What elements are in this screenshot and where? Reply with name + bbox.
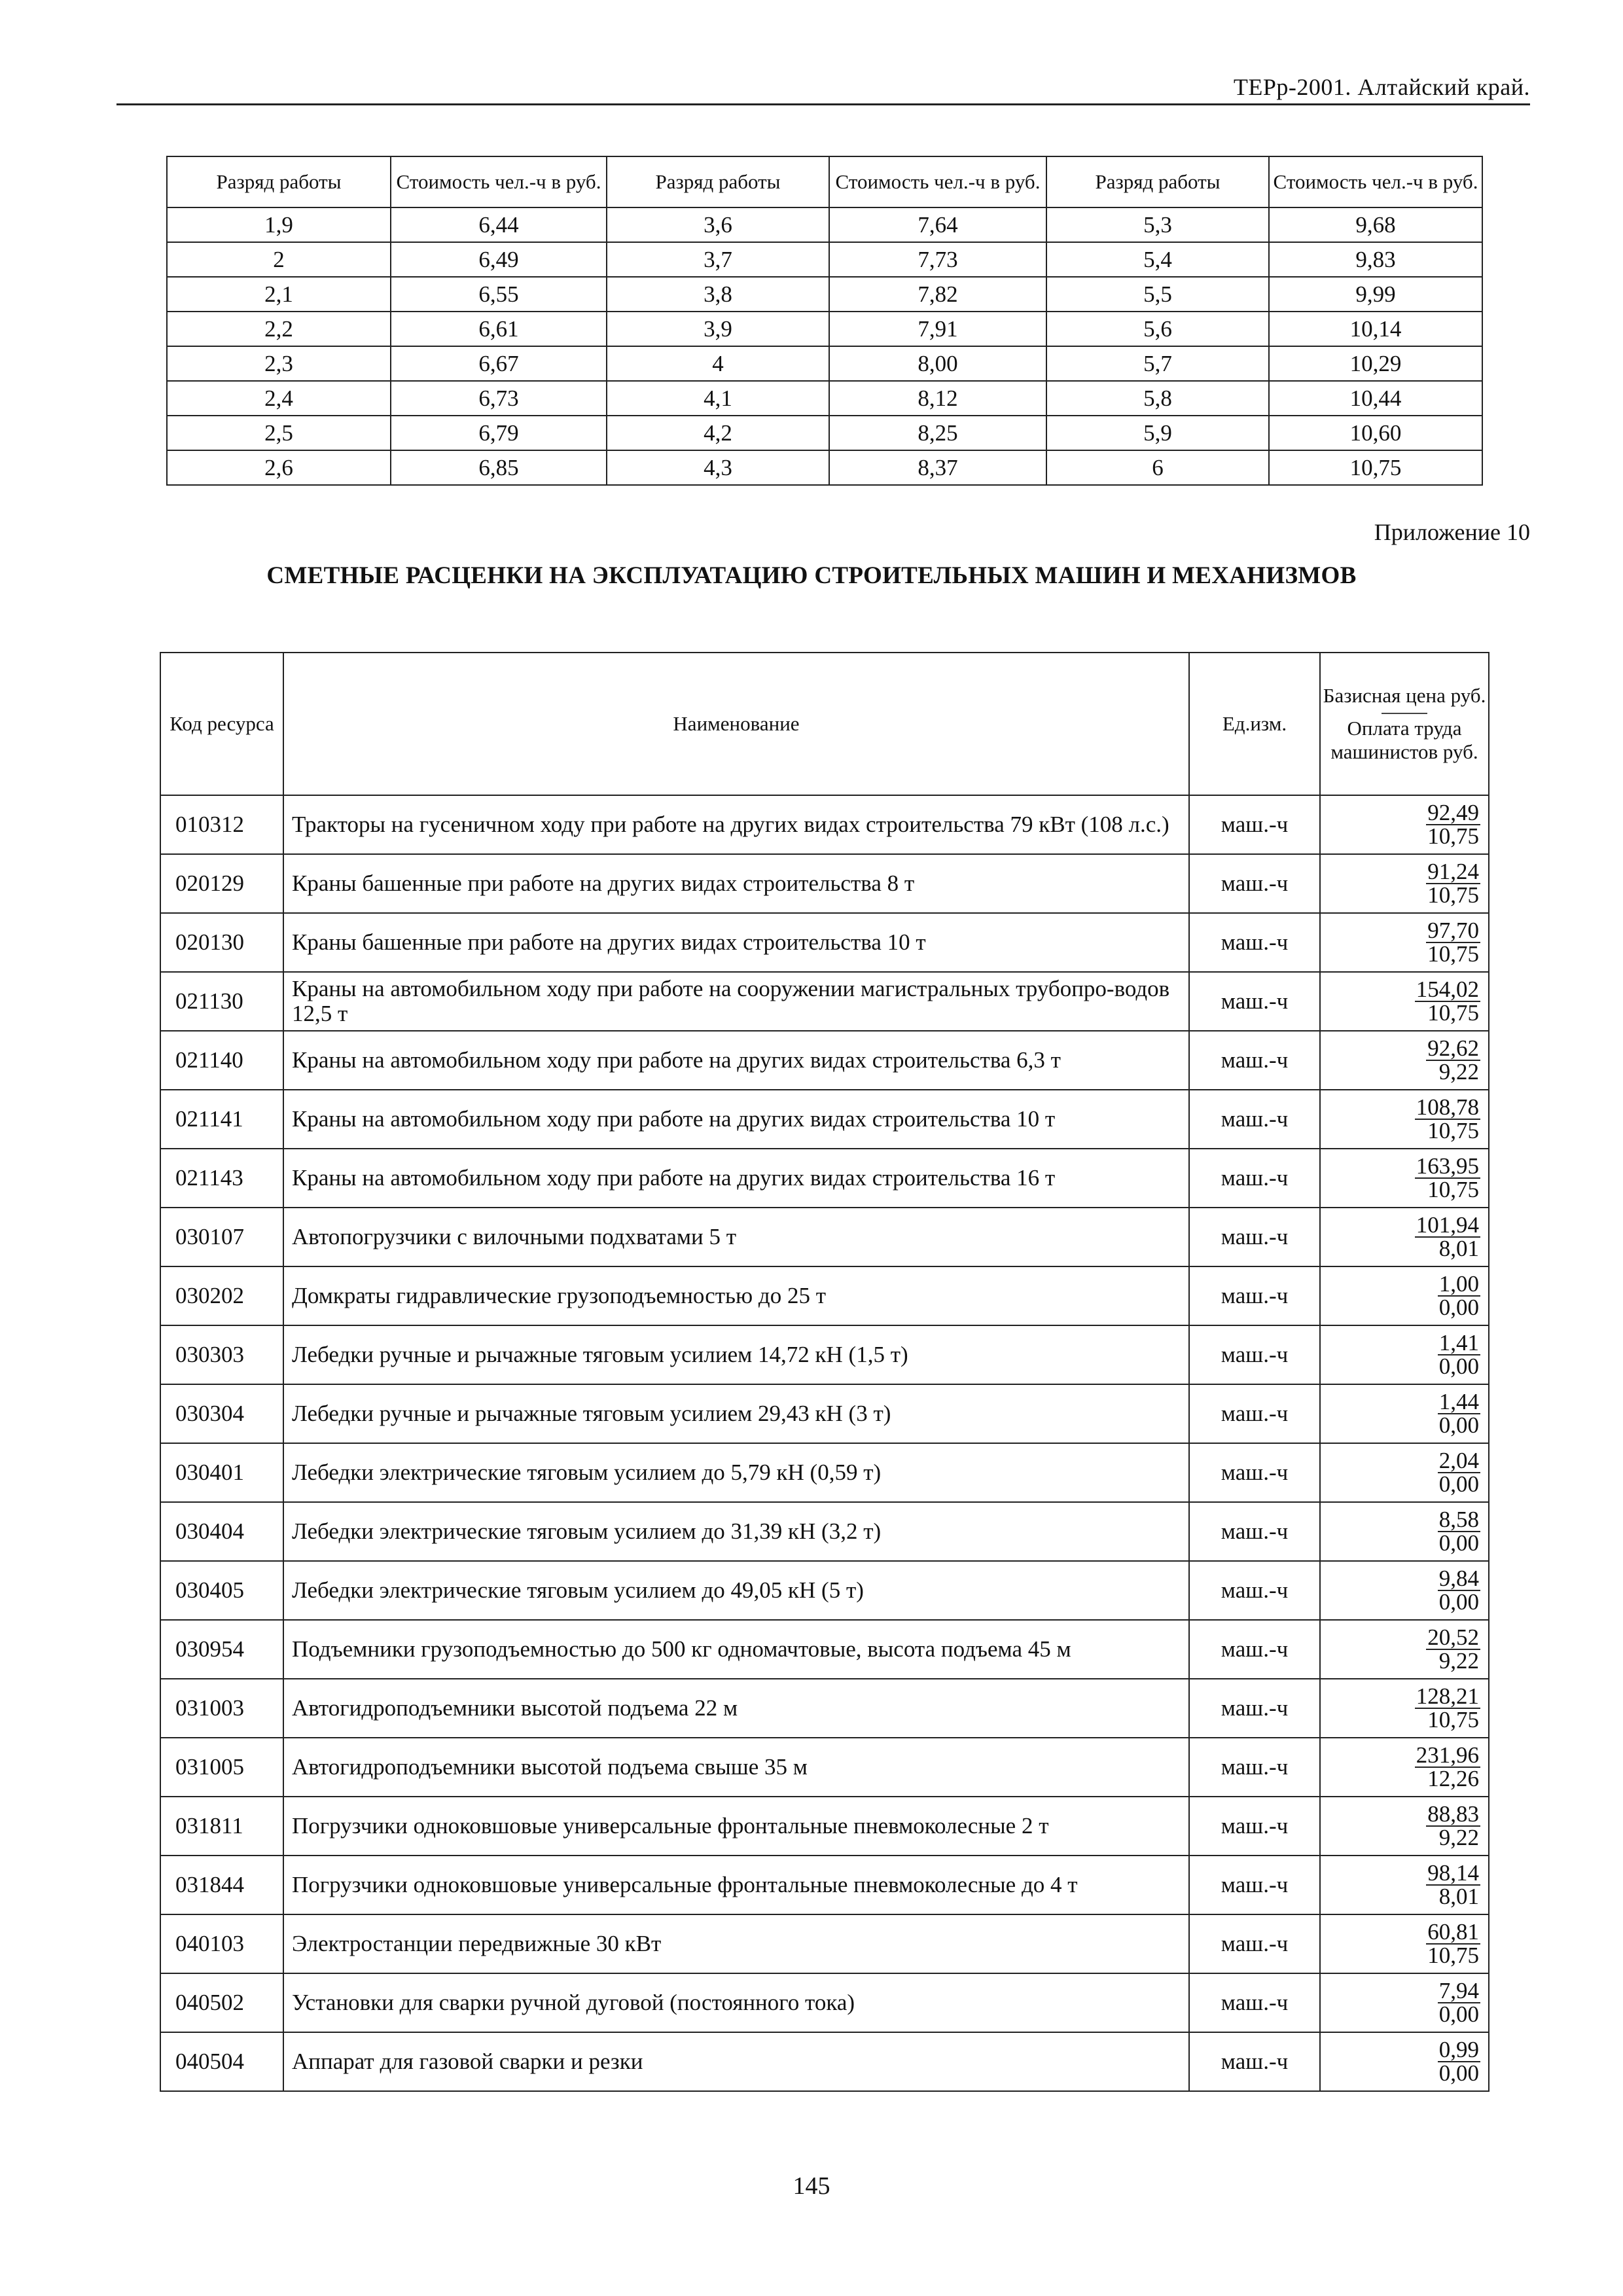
rates-cell: 9,83 bbox=[1269, 242, 1482, 277]
table-row bbox=[160, 1325, 1489, 1384]
resource-code: 030401 bbox=[160, 1443, 283, 1502]
rates-cell: 2,6 bbox=[167, 450, 391, 485]
rates-cell: 8,25 bbox=[829, 416, 1046, 450]
rates-row bbox=[167, 416, 1482, 450]
labor-rates-body bbox=[167, 207, 1482, 485]
resource-name: Погрузчики одноковшовые универсальные фронтальные пневмоколесные 2 т bbox=[283, 1797, 1189, 1856]
base-price: 92,49 bbox=[1427, 800, 1479, 825]
rates-cell: 8,12 bbox=[829, 381, 1046, 416]
resource-code: 031811 bbox=[160, 1797, 283, 1856]
base-price: 163,95 bbox=[1416, 1153, 1479, 1179]
table-row bbox=[160, 1797, 1489, 1856]
price-cell bbox=[1320, 1208, 1489, 1266]
header-unit: Ед.изм. bbox=[1189, 653, 1320, 795]
base-price: 98,14 bbox=[1427, 1860, 1479, 1886]
resource-code: 030954 bbox=[160, 1620, 283, 1679]
resource-unit: маш.-ч bbox=[1189, 854, 1320, 913]
resource-unit: маш.-ч bbox=[1189, 1149, 1320, 1208]
price-cell bbox=[1320, 1561, 1489, 1620]
base-price: 7,94 bbox=[1438, 1978, 1479, 2003]
price-cell bbox=[1320, 1443, 1489, 1502]
rates-header-cell: Разряд работы bbox=[1046, 156, 1269, 207]
rates-row bbox=[167, 346, 1482, 381]
table-row bbox=[160, 854, 1489, 913]
price-cell bbox=[1320, 1914, 1489, 1973]
resource-name: Автогидроподъемники высотой подъема 22 м bbox=[283, 1679, 1189, 1738]
rates-cell: 2,5 bbox=[167, 416, 391, 450]
operator-wage: 8,01 bbox=[1438, 1236, 1479, 1261]
rates-cell: 1,9 bbox=[167, 207, 391, 242]
table-row bbox=[160, 1620, 1489, 1679]
table-row bbox=[160, 1856, 1489, 1914]
rates-row bbox=[167, 277, 1482, 312]
resource-code: 030202 bbox=[160, 1266, 283, 1325]
rates-cell: 4,3 bbox=[607, 450, 829, 485]
rates-row bbox=[167, 242, 1482, 277]
resource-code: 010312 bbox=[160, 795, 283, 854]
resource-code: 020129 bbox=[160, 854, 283, 913]
price-cell bbox=[1320, 1266, 1489, 1325]
table-row bbox=[160, 1090, 1489, 1149]
rates-cell: 7,73 bbox=[829, 242, 1046, 277]
price-cell bbox=[1320, 1149, 1489, 1208]
rates-cell: 9,68 bbox=[1269, 207, 1482, 242]
rates-cell: 6,85 bbox=[391, 450, 607, 485]
resource-code: 030304 bbox=[160, 1384, 283, 1443]
resource-unit: маш.-ч bbox=[1189, 1266, 1320, 1325]
resource-unit: маш.-ч bbox=[1189, 1620, 1320, 1679]
rates-row bbox=[167, 207, 1482, 242]
price-cell bbox=[1320, 1325, 1489, 1384]
resource-name: Установки для сварки ручной дуговой (постоянного тока) bbox=[283, 1973, 1189, 2032]
table-row bbox=[160, 913, 1489, 972]
rates-cell: 6,55 bbox=[391, 277, 607, 312]
resource-name: Краны башенные при работе на других видах строительства 8 т bbox=[283, 854, 1189, 913]
operator-wage: 0,00 bbox=[1438, 2001, 1479, 2027]
header-price-divider bbox=[1382, 713, 1427, 714]
rates-cell: 10,14 bbox=[1269, 312, 1482, 346]
price-cell bbox=[1320, 1620, 1489, 1679]
resource-code: 031844 bbox=[160, 1856, 283, 1914]
header-code: Код ресурса bbox=[160, 653, 283, 795]
resource-name: Лебедки электрические тяговым усилием до 31,39 кН (3,2 т) bbox=[283, 1502, 1189, 1561]
resource-code: 021140 bbox=[160, 1031, 283, 1090]
header-price-bottom: Оплата труда машинистов руб. bbox=[1330, 717, 1478, 763]
resource-unit: маш.-ч bbox=[1189, 1797, 1320, 1856]
table-row bbox=[160, 1443, 1489, 1502]
table-row bbox=[160, 795, 1489, 854]
base-price: 88,83 bbox=[1427, 1801, 1479, 1827]
rates-cell: 7,64 bbox=[829, 207, 1046, 242]
operator-wage: 10,75 bbox=[1427, 941, 1479, 967]
resource-unit: маш.-ч bbox=[1189, 1090, 1320, 1149]
header-price bbox=[1320, 653, 1489, 795]
resource-code: 040103 bbox=[160, 1914, 283, 1973]
table-row bbox=[160, 1208, 1489, 1266]
rates-cell: 6,44 bbox=[391, 207, 607, 242]
base-price: 2,04 bbox=[1438, 1448, 1479, 1473]
table-row bbox=[160, 1679, 1489, 1738]
resource-unit: маш.-ч bbox=[1189, 1384, 1320, 1443]
resource-unit: маш.-ч bbox=[1189, 1914, 1320, 1973]
rates-cell: 2,3 bbox=[167, 346, 391, 381]
resource-unit: маш.-ч bbox=[1189, 2032, 1320, 2091]
price-cell bbox=[1320, 1090, 1489, 1149]
resource-code: 030107 bbox=[160, 1208, 283, 1266]
operator-wage: 0,00 bbox=[1438, 1412, 1479, 1438]
resource-name: Автогидроподъемники высотой подъема свыше 35 м bbox=[283, 1738, 1189, 1797]
operator-wage: 10,75 bbox=[1427, 1177, 1479, 1202]
rates-cell: 6,73 bbox=[391, 381, 607, 416]
operator-wage: 9,22 bbox=[1438, 1825, 1479, 1850]
resource-code: 021141 bbox=[160, 1090, 283, 1149]
operator-wage: 0,00 bbox=[1438, 1295, 1479, 1320]
operator-wage: 10,75 bbox=[1427, 1707, 1479, 1732]
rates-row bbox=[167, 450, 1482, 485]
rates-cell: 3,8 bbox=[607, 277, 829, 312]
table-row bbox=[160, 972, 1489, 1031]
table-row bbox=[160, 1738, 1489, 1797]
base-price: 91,24 bbox=[1427, 859, 1479, 884]
resource-unit: маш.-ч bbox=[1189, 913, 1320, 972]
price-cell bbox=[1320, 1738, 1489, 1797]
resource-unit: маш.-ч bbox=[1189, 1561, 1320, 1620]
resource-unit: маш.-ч bbox=[1189, 1679, 1320, 1738]
header-name: Наименование bbox=[283, 653, 1189, 795]
base-price: 0,99 bbox=[1438, 2037, 1479, 2062]
table-row bbox=[160, 1561, 1489, 1620]
price-cell bbox=[1320, 1797, 1489, 1856]
operator-wage: 12,26 bbox=[1427, 1766, 1479, 1791]
rates-header-cell: Стоимость чел.-ч в руб. bbox=[391, 156, 607, 207]
operator-wage: 0,00 bbox=[1438, 2060, 1479, 2086]
resource-code: 021130 bbox=[160, 972, 283, 1031]
price-cell bbox=[1320, 1384, 1489, 1443]
rates-cell: 6,49 bbox=[391, 242, 607, 277]
operator-wage: 9,22 bbox=[1438, 1059, 1479, 1085]
resource-name: Лебедки ручные и рычажные тяговым усилием 29,43 кН (3 т) bbox=[283, 1384, 1189, 1443]
price-cell bbox=[1320, 1031, 1489, 1090]
machine-rates-table bbox=[160, 652, 1489, 2092]
base-price: 97,70 bbox=[1427, 918, 1479, 943]
table-row bbox=[160, 1031, 1489, 1090]
resource-name: Домкраты гидравлические грузоподъемностью до 25 т bbox=[283, 1266, 1189, 1325]
rates-cell: 5,8 bbox=[1046, 381, 1269, 416]
rates-header-cell: Разряд работы bbox=[167, 156, 391, 207]
operator-wage: 0,00 bbox=[1438, 1589, 1479, 1615]
rates-cell: 3,7 bbox=[607, 242, 829, 277]
resource-unit: маш.-ч bbox=[1189, 1031, 1320, 1090]
resource-unit: маш.-ч bbox=[1189, 1973, 1320, 2032]
operator-wage: 10,75 bbox=[1427, 882, 1479, 908]
resource-name: Лебедки электрические тяговым усилием до 5,79 кН (0,59 т) bbox=[283, 1443, 1189, 1502]
base-price: 92,62 bbox=[1427, 1035, 1479, 1061]
resource-unit: маш.-ч bbox=[1189, 1856, 1320, 1914]
base-price: 60,81 bbox=[1427, 1919, 1479, 1945]
machine-rates-header bbox=[160, 653, 1489, 795]
running-header bbox=[116, 71, 1530, 105]
operator-wage: 10,75 bbox=[1427, 1000, 1479, 1026]
resource-name: Краны на автомобильном ходу при работе на других видах строительства 16 т bbox=[283, 1149, 1189, 1208]
table-row bbox=[160, 1502, 1489, 1561]
resource-code: 020130 bbox=[160, 913, 283, 972]
resource-unit: маш.-ч bbox=[1189, 1325, 1320, 1384]
base-price: 1,00 bbox=[1438, 1271, 1479, 1297]
resource-code: 030404 bbox=[160, 1502, 283, 1561]
operator-wage: 10,75 bbox=[1427, 823, 1479, 849]
price-cell bbox=[1320, 1856, 1489, 1914]
header-price-top: Базисная цена руб. bbox=[1323, 684, 1486, 707]
rates-cell: 4,1 bbox=[607, 381, 829, 416]
rates-cell: 7,82 bbox=[829, 277, 1046, 312]
price-cell bbox=[1320, 854, 1489, 913]
resource-unit: маш.-ч bbox=[1189, 1443, 1320, 1502]
rates-cell: 5,4 bbox=[1046, 242, 1269, 277]
resource-code: 030405 bbox=[160, 1561, 283, 1620]
operator-wage: 0,00 bbox=[1438, 1354, 1479, 1379]
base-price: 1,41 bbox=[1438, 1330, 1479, 1355]
table-row bbox=[160, 1266, 1489, 1325]
rates-cell: 6,61 bbox=[391, 312, 607, 346]
rates-header-cell: Разряд работы bbox=[607, 156, 829, 207]
operator-wage: 9,22 bbox=[1438, 1648, 1479, 1674]
resource-code: 031003 bbox=[160, 1679, 283, 1738]
table-row bbox=[160, 1384, 1489, 1443]
rates-cell: 2,2 bbox=[167, 312, 391, 346]
rates-cell: 10,75 bbox=[1269, 450, 1482, 485]
resource-name: Краны на автомобильном ходу при работе на других видах строительства 6,3 т bbox=[283, 1031, 1189, 1090]
resource-code: 021143 bbox=[160, 1149, 283, 1208]
base-price: 8,58 bbox=[1438, 1507, 1479, 1532]
rates-cell: 5,6 bbox=[1046, 312, 1269, 346]
resource-name: Лебедки электрические тяговым усилием до 49,05 кН (5 т) bbox=[283, 1561, 1189, 1620]
page-number: 145 bbox=[793, 2172, 830, 2200]
resource-name: Подъемники грузоподъемностью до 500 кг одномачтовые, высота подъема 45 м bbox=[283, 1620, 1189, 1679]
base-price: 20,52 bbox=[1427, 1624, 1479, 1650]
rates-cell: 10,29 bbox=[1269, 346, 1482, 381]
base-price: 9,84 bbox=[1438, 1566, 1479, 1591]
base-price: 154,02 bbox=[1416, 977, 1479, 1002]
resource-name: Аппарат для газовой сварки и резки bbox=[283, 2032, 1189, 2091]
price-cell bbox=[1320, 2032, 1489, 2091]
operator-wage: 10,75 bbox=[1427, 1943, 1479, 1968]
resource-code: 040502 bbox=[160, 1973, 283, 2032]
price-cell bbox=[1320, 1973, 1489, 2032]
rates-cell: 9,99 bbox=[1269, 277, 1482, 312]
base-price: 101,94 bbox=[1416, 1212, 1479, 1238]
rates-header-cell: Стоимость чел.-ч в руб. bbox=[829, 156, 1046, 207]
resource-unit: маш.-ч bbox=[1189, 795, 1320, 854]
table-row bbox=[160, 2032, 1489, 2091]
labor-rates-header bbox=[167, 156, 1482, 207]
resource-name: Погрузчики одноковшовые универсальные фронтальные пневмоколесные до 4 т bbox=[283, 1856, 1189, 1914]
rates-cell: 8,37 bbox=[829, 450, 1046, 485]
resource-name: Краны на автомобильном ходу при работе на сооружении магистральных трубопро-водов 12,5 т bbox=[283, 972, 1189, 1031]
base-price: 128,21 bbox=[1416, 1683, 1479, 1709]
rates-row bbox=[167, 312, 1482, 346]
price-cell bbox=[1320, 1679, 1489, 1738]
price-cell bbox=[1320, 795, 1489, 854]
rates-cell: 4,2 bbox=[607, 416, 829, 450]
resource-code: 031005 bbox=[160, 1738, 283, 1797]
resource-unit: маш.-ч bbox=[1189, 972, 1320, 1031]
operator-wage: 0,00 bbox=[1438, 1530, 1479, 1556]
labor-rates-table bbox=[166, 156, 1483, 486]
price-cell bbox=[1320, 1502, 1489, 1561]
operator-wage: 8,01 bbox=[1438, 1884, 1479, 1909]
resource-name: Автопогрузчики с вилочными подхватами 5 т bbox=[283, 1208, 1189, 1266]
resource-name: Краны башенные при работе на других видах строительства 10 т bbox=[283, 913, 1189, 972]
resource-unit: маш.-ч bbox=[1189, 1208, 1320, 1266]
table-row bbox=[160, 1914, 1489, 1973]
rates-cell: 3,6 bbox=[607, 207, 829, 242]
rates-cell: 10,60 bbox=[1269, 416, 1482, 450]
rates-cell: 5,7 bbox=[1046, 346, 1269, 381]
price-cell bbox=[1320, 972, 1489, 1031]
resource-name: Лебедки ручные и рычажные тяговым усилием 14,72 кН (1,5 т) bbox=[283, 1325, 1189, 1384]
header-title: ТЕРр-2001. Алтайский край. bbox=[1233, 74, 1530, 100]
rates-cell: 6,79 bbox=[391, 416, 607, 450]
base-price: 231,96 bbox=[1416, 1742, 1479, 1768]
resource-name: Тракторы на гусеничном ходу при работе на других видах строительства 79 кВт (108 л.с.) bbox=[283, 795, 1189, 854]
resource-code: 030303 bbox=[160, 1325, 283, 1384]
resource-name: Электростанции передвижные 30 кВт bbox=[283, 1914, 1189, 1973]
rates-cell: 10,44 bbox=[1269, 381, 1482, 416]
rates-cell: 4 bbox=[607, 346, 829, 381]
rates-row bbox=[167, 381, 1482, 416]
rates-cell: 2,4 bbox=[167, 381, 391, 416]
section-title: СМЕТНЫЕ РАСЦЕНКИ НА ЭКСПЛУАТАЦИЮ СТРОИТЕЛЬНЫХ МАШИН И МЕХАНИЗМОВ bbox=[266, 562, 1357, 589]
resource-name: Краны на автомобильном ходу при работе на других видах строительства 10 т bbox=[283, 1090, 1189, 1149]
resource-unit: маш.-ч bbox=[1189, 1738, 1320, 1797]
resource-unit: маш.-ч bbox=[1189, 1502, 1320, 1561]
rates-cell: 8,00 bbox=[829, 346, 1046, 381]
base-price: 1,44 bbox=[1438, 1389, 1479, 1414]
table-row bbox=[160, 1149, 1489, 1208]
operator-wage: 0,00 bbox=[1438, 1471, 1479, 1497]
rates-header-cell: Стоимость чел.-ч в руб. bbox=[1269, 156, 1482, 207]
machine-rates-body bbox=[160, 795, 1489, 2091]
base-price: 108,78 bbox=[1416, 1094, 1479, 1120]
rates-cell: 3,9 bbox=[607, 312, 829, 346]
operator-wage: 10,75 bbox=[1427, 1118, 1479, 1143]
rates-cell: 5,9 bbox=[1046, 416, 1269, 450]
rates-cell: 2,1 bbox=[167, 277, 391, 312]
rates-cell: 5,3 bbox=[1046, 207, 1269, 242]
rates-cell: 6 bbox=[1046, 450, 1269, 485]
table-row bbox=[160, 1973, 1489, 2032]
rates-cell: 5,5 bbox=[1046, 277, 1269, 312]
rates-cell: 7,91 bbox=[829, 312, 1046, 346]
price-cell bbox=[1320, 913, 1489, 972]
rates-cell: 6,67 bbox=[391, 346, 607, 381]
appendix-label: Приложение 10 bbox=[1374, 519, 1530, 545]
rates-cell: 2 bbox=[167, 242, 391, 277]
resource-code: 040504 bbox=[160, 2032, 283, 2091]
